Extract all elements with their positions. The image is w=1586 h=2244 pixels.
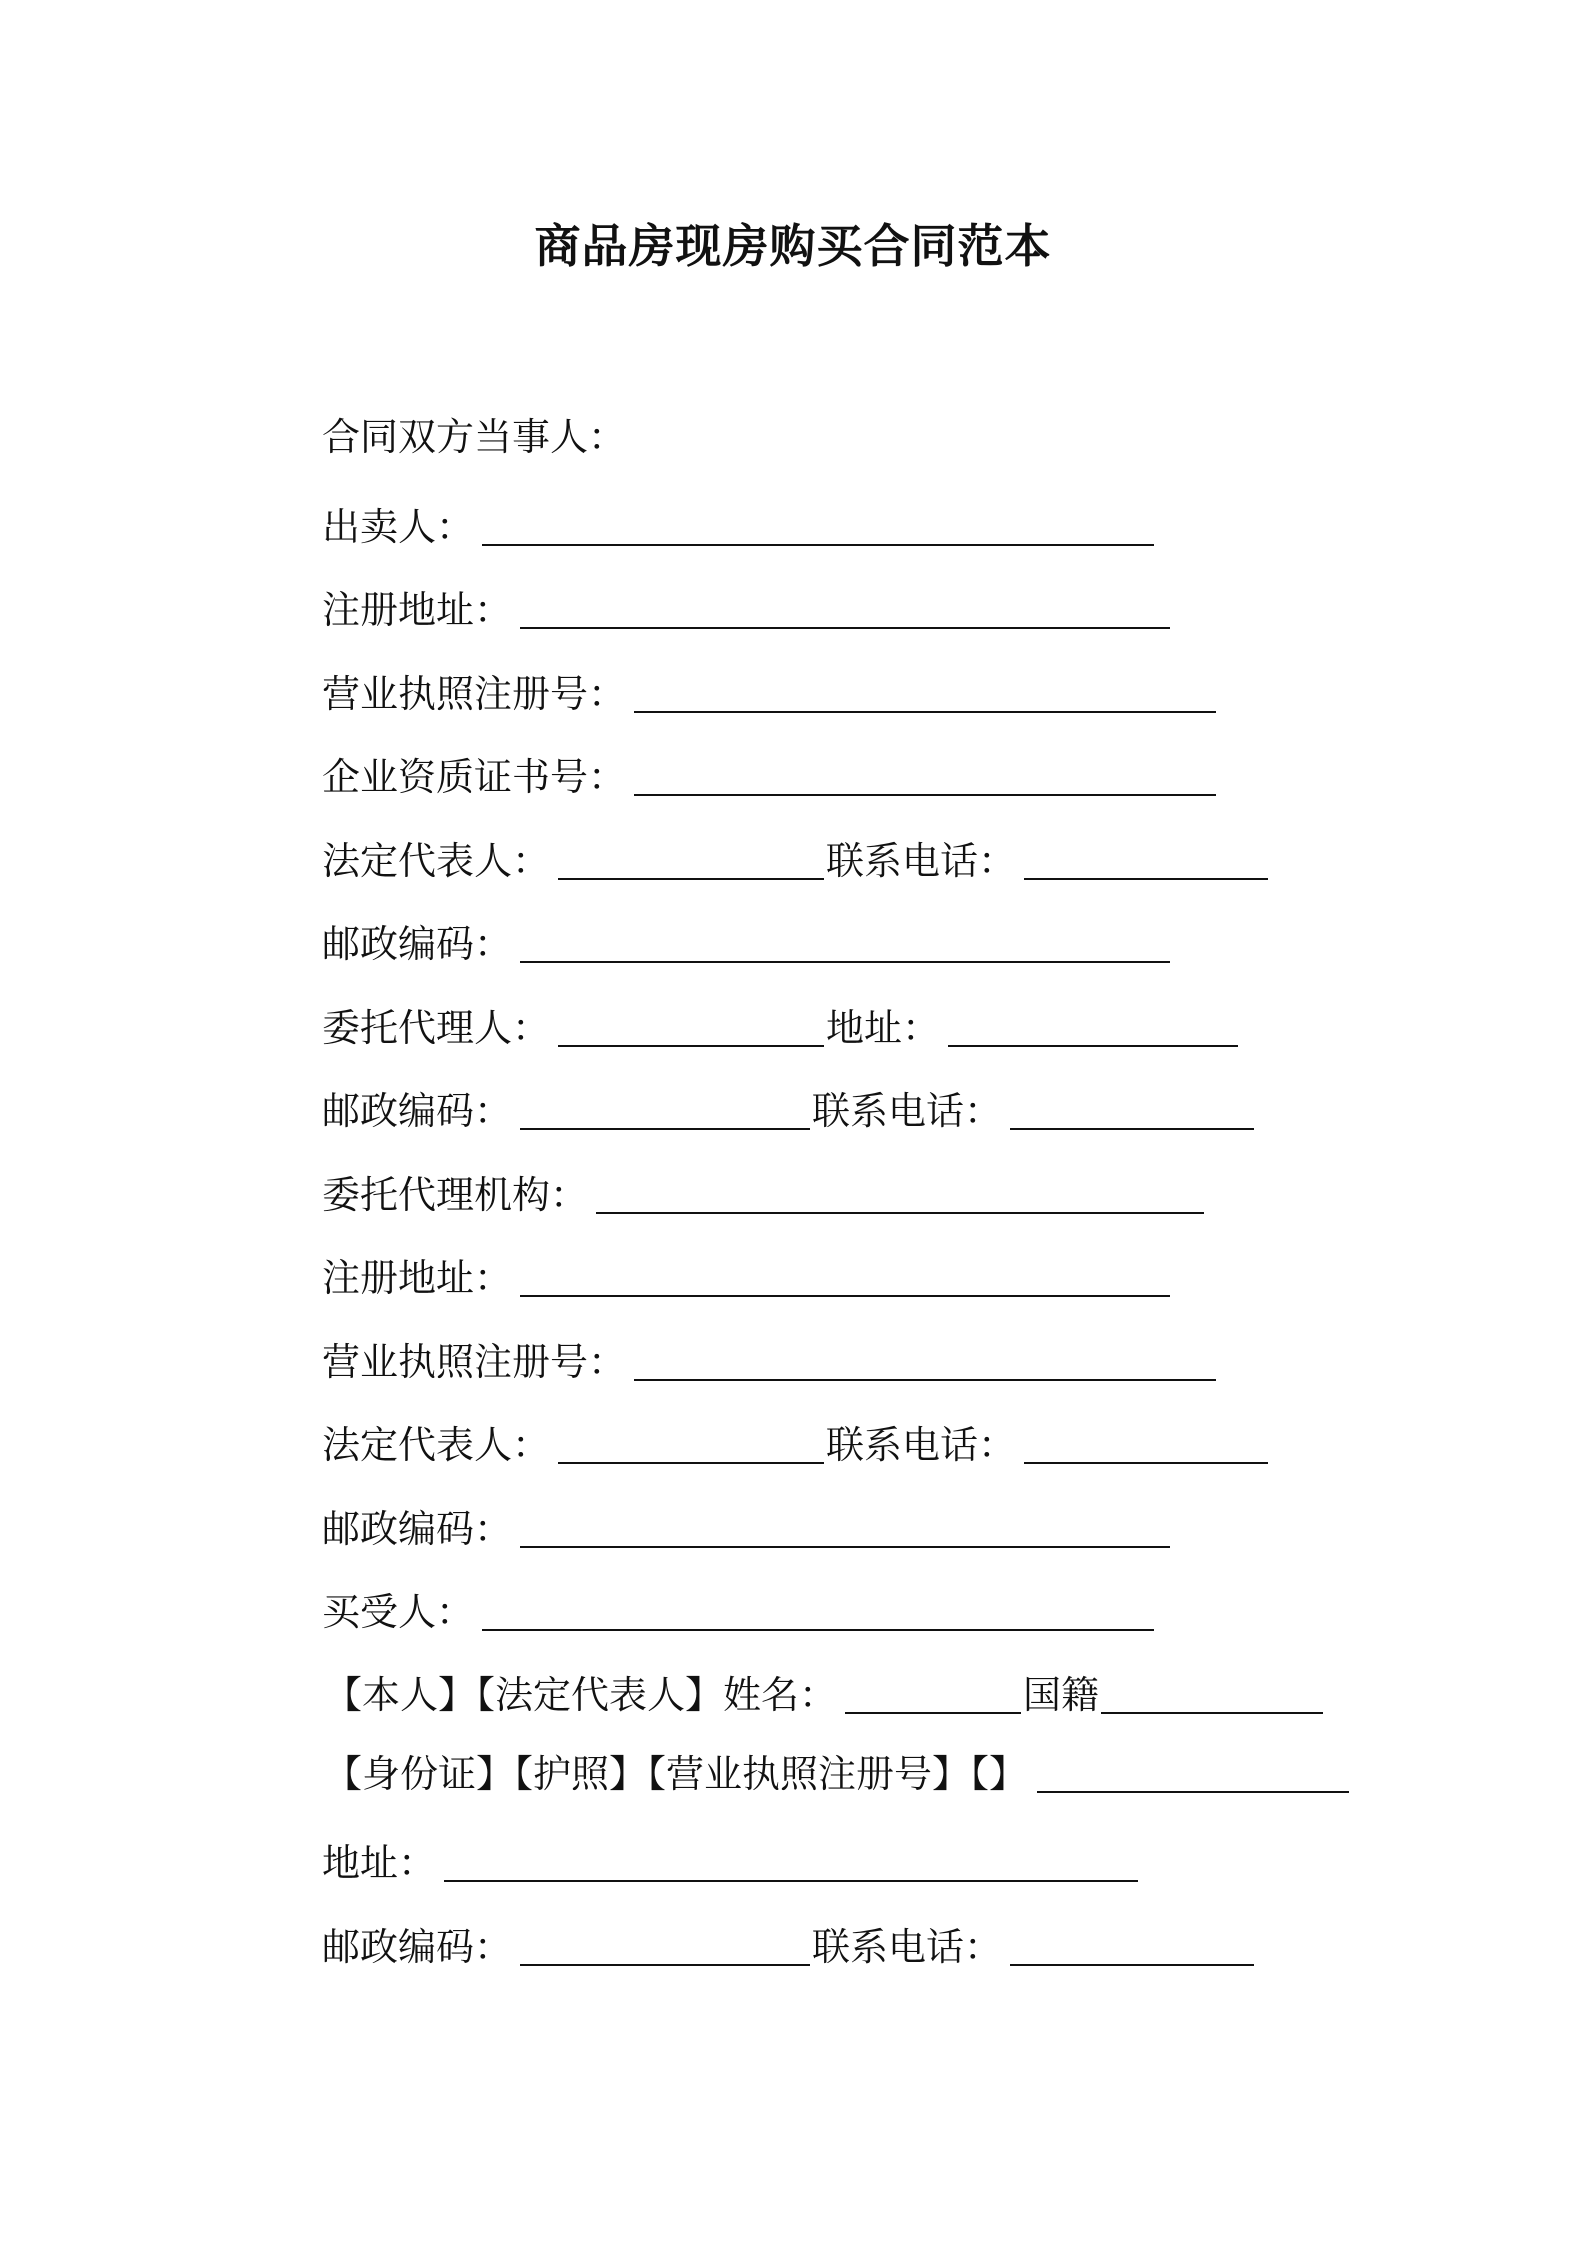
agency-legal-rep-line: [322, 1420, 1268, 1470]
agency-phone-blank[interactable]: [1024, 1426, 1268, 1464]
seller-license-number-label: 营业执照注册号：: [322, 672, 627, 716]
seller-license-number-blank[interactable]: [634, 675, 1216, 713]
buyer-address-line: [322, 1838, 1138, 1888]
agent-phone-label: 联系电话：: [812, 1089, 1003, 1133]
buyer-nationality-label: 国籍: [1023, 1673, 1100, 1717]
parties-heading: 合同双方当事人：: [322, 415, 627, 459]
agency-legal-rep-label: 法定代表人：: [322, 1423, 551, 1467]
agent-blank[interactable]: [558, 1009, 824, 1047]
agency-postcode-line: [322, 1504, 1170, 1554]
agent-line: [322, 1003, 1238, 1053]
agency-license-number-label: 营业执照注册号：: [322, 1340, 627, 1384]
buyer-blank[interactable]: [482, 1593, 1154, 1631]
agent-label: 委托代理人：: [322, 1006, 551, 1050]
seller-phone-label: 联系电话：: [826, 839, 1017, 883]
buyer-name-blank[interactable]: [845, 1676, 1021, 1714]
seller-qualification-blank[interactable]: [634, 758, 1216, 796]
seller-line: [322, 502, 1154, 552]
buyer-label: 买受人：: [322, 1590, 475, 1634]
seller-registered-address-label: 注册地址：: [322, 588, 513, 632]
agency-postcode-blank[interactable]: [520, 1510, 1170, 1548]
buyer-name-line: [324, 1670, 1323, 1720]
seller-qualification-label: 企业资质证书号：: [322, 755, 627, 799]
agency-license-number-blank[interactable]: [634, 1343, 1216, 1381]
seller-label: 出卖人：: [322, 505, 475, 549]
buyer-id-label: 【身份证】【护照】【营业执照注册号】【】: [324, 1752, 1028, 1796]
buyer-phone-blank[interactable]: [1010, 1928, 1254, 1966]
buyer-nationality-blank[interactable]: [1101, 1676, 1323, 1714]
seller-legal-rep-line: [322, 836, 1268, 886]
seller-postcode-blank[interactable]: [520, 925, 1170, 963]
seller-postcode-label: 邮政编码：: [322, 922, 513, 966]
agency-postcode-label: 邮政编码：: [322, 1507, 513, 1551]
seller-legal-rep-label: 法定代表人：: [322, 839, 551, 883]
buyer-id-blank[interactable]: [1037, 1755, 1349, 1793]
buyer-phone-label: 联系电话：: [812, 1925, 1003, 1969]
agency-phone-label: 联系电话：: [826, 1423, 1017, 1467]
buyer-postcode-line: [322, 1922, 1254, 1972]
seller-legal-rep-blank[interactable]: [558, 842, 824, 880]
agent-address-blank[interactable]: [948, 1009, 1238, 1047]
seller-blank[interactable]: [482, 508, 1154, 546]
agent-postcode-blank[interactable]: [520, 1092, 810, 1130]
buyer-line: [322, 1587, 1154, 1637]
agency-registered-address-line: [322, 1253, 1170, 1303]
buyer-id-line: [324, 1749, 1349, 1799]
agent-postcode-line: [322, 1086, 1254, 1136]
agent-phone-blank[interactable]: [1010, 1092, 1254, 1130]
seller-registered-address-blank[interactable]: [520, 591, 1170, 629]
document-title: 商品房现房购买合同范本: [534, 219, 1052, 273]
buyer-address-blank[interactable]: [444, 1844, 1138, 1882]
agency-blank[interactable]: [596, 1176, 1204, 1214]
agent-address-label: 地址：: [826, 1006, 941, 1050]
agent-postcode-label: 邮政编码：: [322, 1089, 513, 1133]
agency-registered-address-blank[interactable]: [520, 1259, 1170, 1297]
buyer-postcode-label: 邮政编码：: [322, 1925, 513, 1969]
agency-line: [322, 1170, 1204, 1220]
seller-license-number-line: [322, 669, 1216, 719]
seller-registered-address-line: [322, 585, 1170, 635]
seller-postcode-line: [322, 919, 1170, 969]
seller-phone-blank[interactable]: [1024, 842, 1268, 880]
parties-heading-line: [322, 412, 626, 462]
agency-legal-rep-blank[interactable]: [558, 1426, 824, 1464]
agency-label: 委托代理机构：: [322, 1173, 589, 1217]
agency-registered-address-label: 注册地址：: [322, 1256, 513, 1300]
seller-qualification-line: [322, 752, 1216, 802]
buyer-address-label: 地址：: [322, 1841, 437, 1885]
buyer-name-label: 【本人】【法定代表人】姓名：: [324, 1673, 838, 1717]
agency-license-number-line: [322, 1337, 1216, 1387]
buyer-postcode-blank[interactable]: [520, 1928, 810, 1966]
